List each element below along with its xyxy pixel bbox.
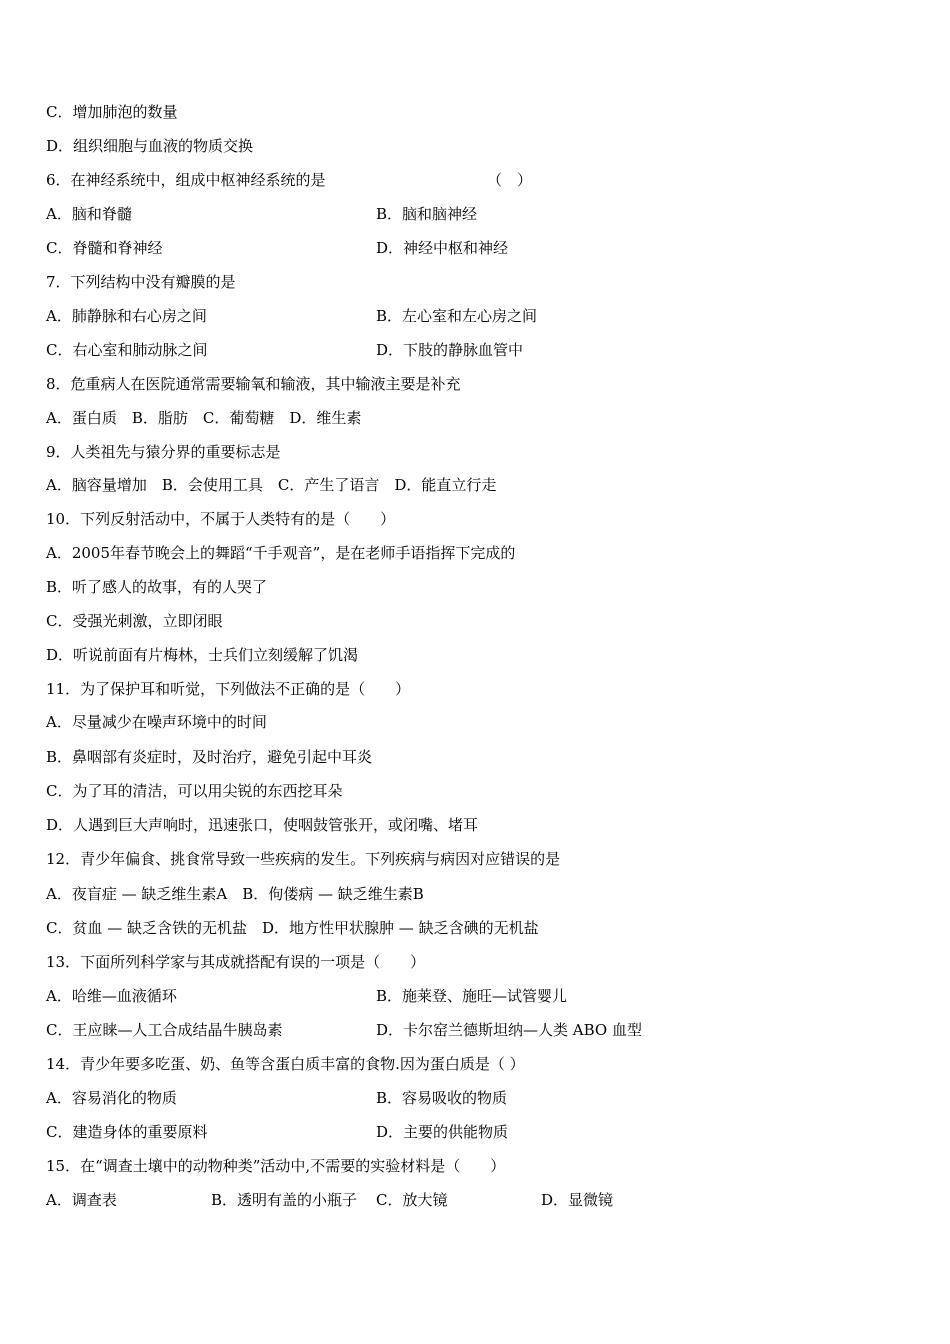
q12-stem: 12．青少年偏食、挑食常导致一些疾病的发生。下列疾病与病因对应错误的是 bbox=[46, 850, 561, 868]
q5-option-c: C．增加肺泡的数量 bbox=[46, 103, 178, 121]
q9-stem: 9．人类祖先与猿分界的重要标志是 bbox=[46, 443, 281, 461]
q6-answer-blank: （ ） bbox=[487, 171, 533, 189]
q13-option-d: D．卡尔窑兰德斯坦纳—人类 ABO 血型 bbox=[376, 1021, 642, 1039]
q14-option-b: B．容易吸收的物质 bbox=[376, 1089, 508, 1107]
q12-options-cd: C．贫血 — 缺乏含铁的无机盐 D．地方性甲状腺肿 — 缺乏含碘的无机盐 bbox=[46, 919, 539, 937]
q14-option-c: C．建造身体的重要原料 bbox=[46, 1123, 208, 1141]
q7-option-d: D．下肢的静脉血管中 bbox=[376, 341, 524, 359]
q15-option-b: B．透明有盖的小瓶子 bbox=[211, 1191, 358, 1209]
q7-option-b: B．左心室和左心房之间 bbox=[376, 307, 538, 325]
q6-option-d: D．神经中枢和神经 bbox=[376, 239, 509, 257]
q10-option-d: D．听说前面有片梅林，士兵们立刻缓解了饥渴 bbox=[46, 646, 359, 664]
q7-option-c: C．右心室和肺动脉之间 bbox=[46, 341, 208, 359]
q11-option-a: A．尽量减少在噪声环境中的时间 bbox=[46, 713, 267, 731]
q15-option-a: A．调查表 bbox=[46, 1191, 117, 1209]
q10-option-c: C．受强光刺激，立即闭眼 bbox=[46, 612, 223, 630]
q7-option-a: A．肺静脉和右心房之间 bbox=[46, 307, 207, 325]
q10-stem: 10．下列反射活动中，不属于人类特有的是（ ） bbox=[46, 510, 396, 528]
q14-stem: 14．青少年要多吃蛋、奶、鱼等含蛋白质丰富的食物.因为蛋白质是（ ） bbox=[46, 1055, 525, 1073]
q5-option-d: D．组织细胞与血液的物质交换 bbox=[46, 137, 254, 155]
q9-options: A．脑容量增加 B．会使用工具 C．产生了语言 D．能直立行走 bbox=[46, 476, 497, 494]
q13-option-c: C．王应睐—人工合成结晶牛胰岛素 bbox=[46, 1021, 283, 1039]
q11-option-b: B．鼻咽部有炎症时，及时治疗，避免引起中耳炎 bbox=[46, 748, 373, 766]
q6-option-b: B．脑和脑神经 bbox=[376, 205, 478, 223]
q8-stem: 8．危重病人在医院通常需要输氧和输液，其中输液主要是补充 bbox=[46, 375, 461, 393]
q13-option-a: A．哈维—血液循环 bbox=[46, 987, 177, 1005]
q14-option-d: D．主要的供能物质 bbox=[376, 1123, 509, 1141]
q12-options-ab: A．夜盲症 — 缺乏维生素A B．佝偻病 — 缺乏维生素B bbox=[46, 885, 424, 903]
q6-stem: 6．在神经系统中，组成中枢神经系统的是 bbox=[46, 171, 326, 189]
q11-option-d: D．人遇到巨大声响时，迅速张口，使咽鼓管张开，或闭嘴、堵耳 bbox=[46, 816, 479, 834]
q6-option-a: A．脑和脊髓 bbox=[46, 205, 132, 223]
q15-option-c: C．放大镜 bbox=[376, 1191, 448, 1209]
q15-stem: 15．在“调查土壤中的动物种类”活动中,不需要的实验材料是（ ） bbox=[46, 1157, 506, 1175]
q15-option-d: D．显微镜 bbox=[541, 1191, 614, 1209]
q14-option-a: A．容易消化的物质 bbox=[46, 1089, 177, 1107]
q8-options: A．蛋白质 B．脂肪 C．葡萄糖 D．维生素 bbox=[46, 409, 362, 427]
q10-option-b: B．听了感人的故事，有的人哭了 bbox=[46, 578, 268, 596]
q10-option-a: A．2005年春节晚会上的舞蹈“千手观音”，是在老师手语指挥下完成的 bbox=[46, 544, 516, 562]
q13-stem: 13．下面所列科学家与其成就搭配有误的一项是（ ） bbox=[46, 953, 426, 971]
q7-stem: 7．下列结构中没有瓣膜的是 bbox=[46, 273, 236, 291]
q6-option-c: C．脊髓和脊神经 bbox=[46, 239, 163, 257]
q11-option-c: C．为了耳的清洁，可以用尖锐的东西挖耳朵 bbox=[46, 782, 343, 800]
q11-stem: 11．为了保护耳和听觉，下列做法不正确的是（ ） bbox=[46, 680, 411, 698]
q13-option-b: B．施莱登、施旺—试管婴儿 bbox=[376, 987, 568, 1005]
